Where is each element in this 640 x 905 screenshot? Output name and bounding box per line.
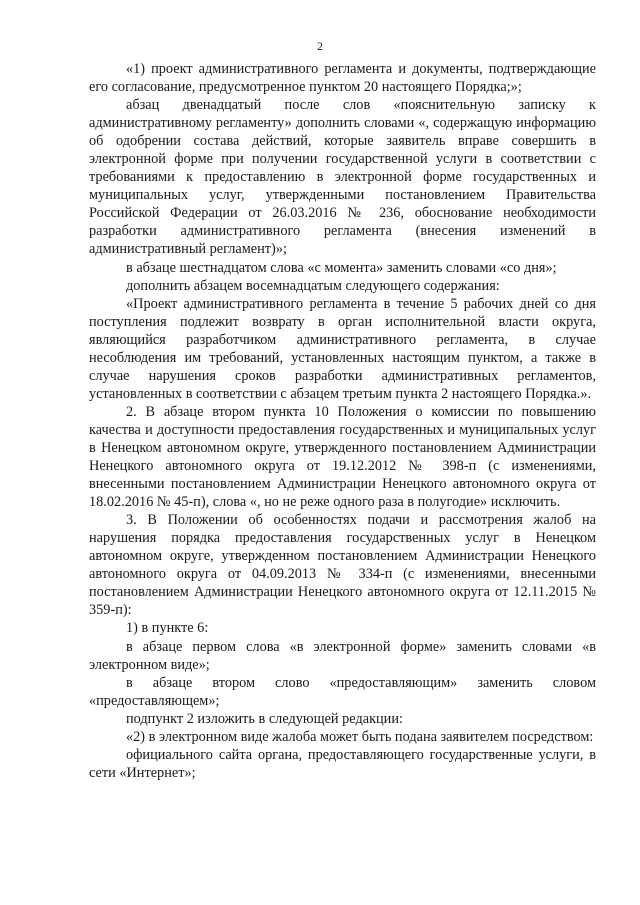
document-body bbox=[89, 60, 596, 782]
paragraph-subitem-2-intro: подпункт 2 изложить в следующей редакции: bbox=[126, 710, 403, 727]
paragraph-twelfth-addition: абзац двенадцатый после слов «пояснительную записку к административному регламенту» дополнить словами «, содержащую информацию об одобрении состава действий, которые заявитель вправе совершить в электронной форме при получении государственной услуги в соответствии с требованиями к предоставлению в электронной форме государственных и муниципальных услуг, утвержденными постановлением Правительства Российской Федерации от 26.03.2016 № 236, обоснование необходимости разработки административного регламента (внесения изменений в административный регламент)»; bbox=[89, 97, 596, 258]
paragraph-item-1-draft-regulation: «1) проект административного регламента и документы, подтверждающие его согласование, предусмотренное пунктом 20 настоящего Порядка;»; bbox=[89, 61, 596, 96]
paragraph-eighteenth-intro: дополнить абзацем восемнадцатым следующего содержания: bbox=[126, 277, 500, 294]
paragraph-second-abzats-change: в абзаце втором слово «предоставляющим» заменить словом «предоставляющем»; bbox=[89, 674, 596, 709]
paragraph-section-3: 3. В Положении об особенностях подачи и рассмотрения жалоб на нарушения порядка предоставления государственных услуг в Ненецком автономном округе, утвержденном постановлением Администрации Ненецкого автономного округа от 04.09.2013 № 334-п (с изменениями, внесенными постановлением Администрации Ненецкого автономного округа от 12.11.2015 № 359-п): bbox=[89, 512, 596, 619]
page-number: 2 bbox=[317, 39, 323, 53]
paragraph-first-abzats-change: в абзаце первом слова «в электронной форме» заменить словами «в электронном виде»; bbox=[89, 638, 596, 673]
paragraph-subitem-2-text: «2) в электронном виде жалоба может быть подана заявителем посредством: bbox=[126, 728, 594, 745]
paragraph-item-1-point-6: 1) в пункте 6: bbox=[126, 620, 209, 637]
paragraph-official-site: официального сайта органа, предоставляющего государственные услуги, в сети «Интернет»; bbox=[89, 746, 596, 781]
paragraph-section-2: 2. В абзаце втором пункта 10 Положения о комиссии по повышению качества и доступности предоставления государственных и муниципальных услуг в Ненецком автономном округе, утвержденного постановлением Администрации Ненецкого автономного округа от 19.12.2012 № 398-п (с изменениями, внесенными постановлением Администрации Ненецкого автономного округа от 18.02.2016 № 45-п), слова «, но не реже одного раза в полугодие» исключить. bbox=[89, 403, 596, 511]
paragraph-sixteenth-replacement: в абзаце шестнадцатом слова «с момента» заменить словами «со дня»; bbox=[126, 259, 557, 276]
paragraph-eighteenth-text: «Проект административного регламента в течение 5 рабочих дней со дня поступления подлежит возврату в орган исполнительной власти округа, являющийся разработчиком административного регламента, в случае несоблюдения им требований, установленных настоящим пунктом, а также в случае нарушения сроков разработки административных регламентов, установленных в соответствии с абзацем третьим пункта 2 настоящего Порядка.». bbox=[89, 295, 596, 402]
